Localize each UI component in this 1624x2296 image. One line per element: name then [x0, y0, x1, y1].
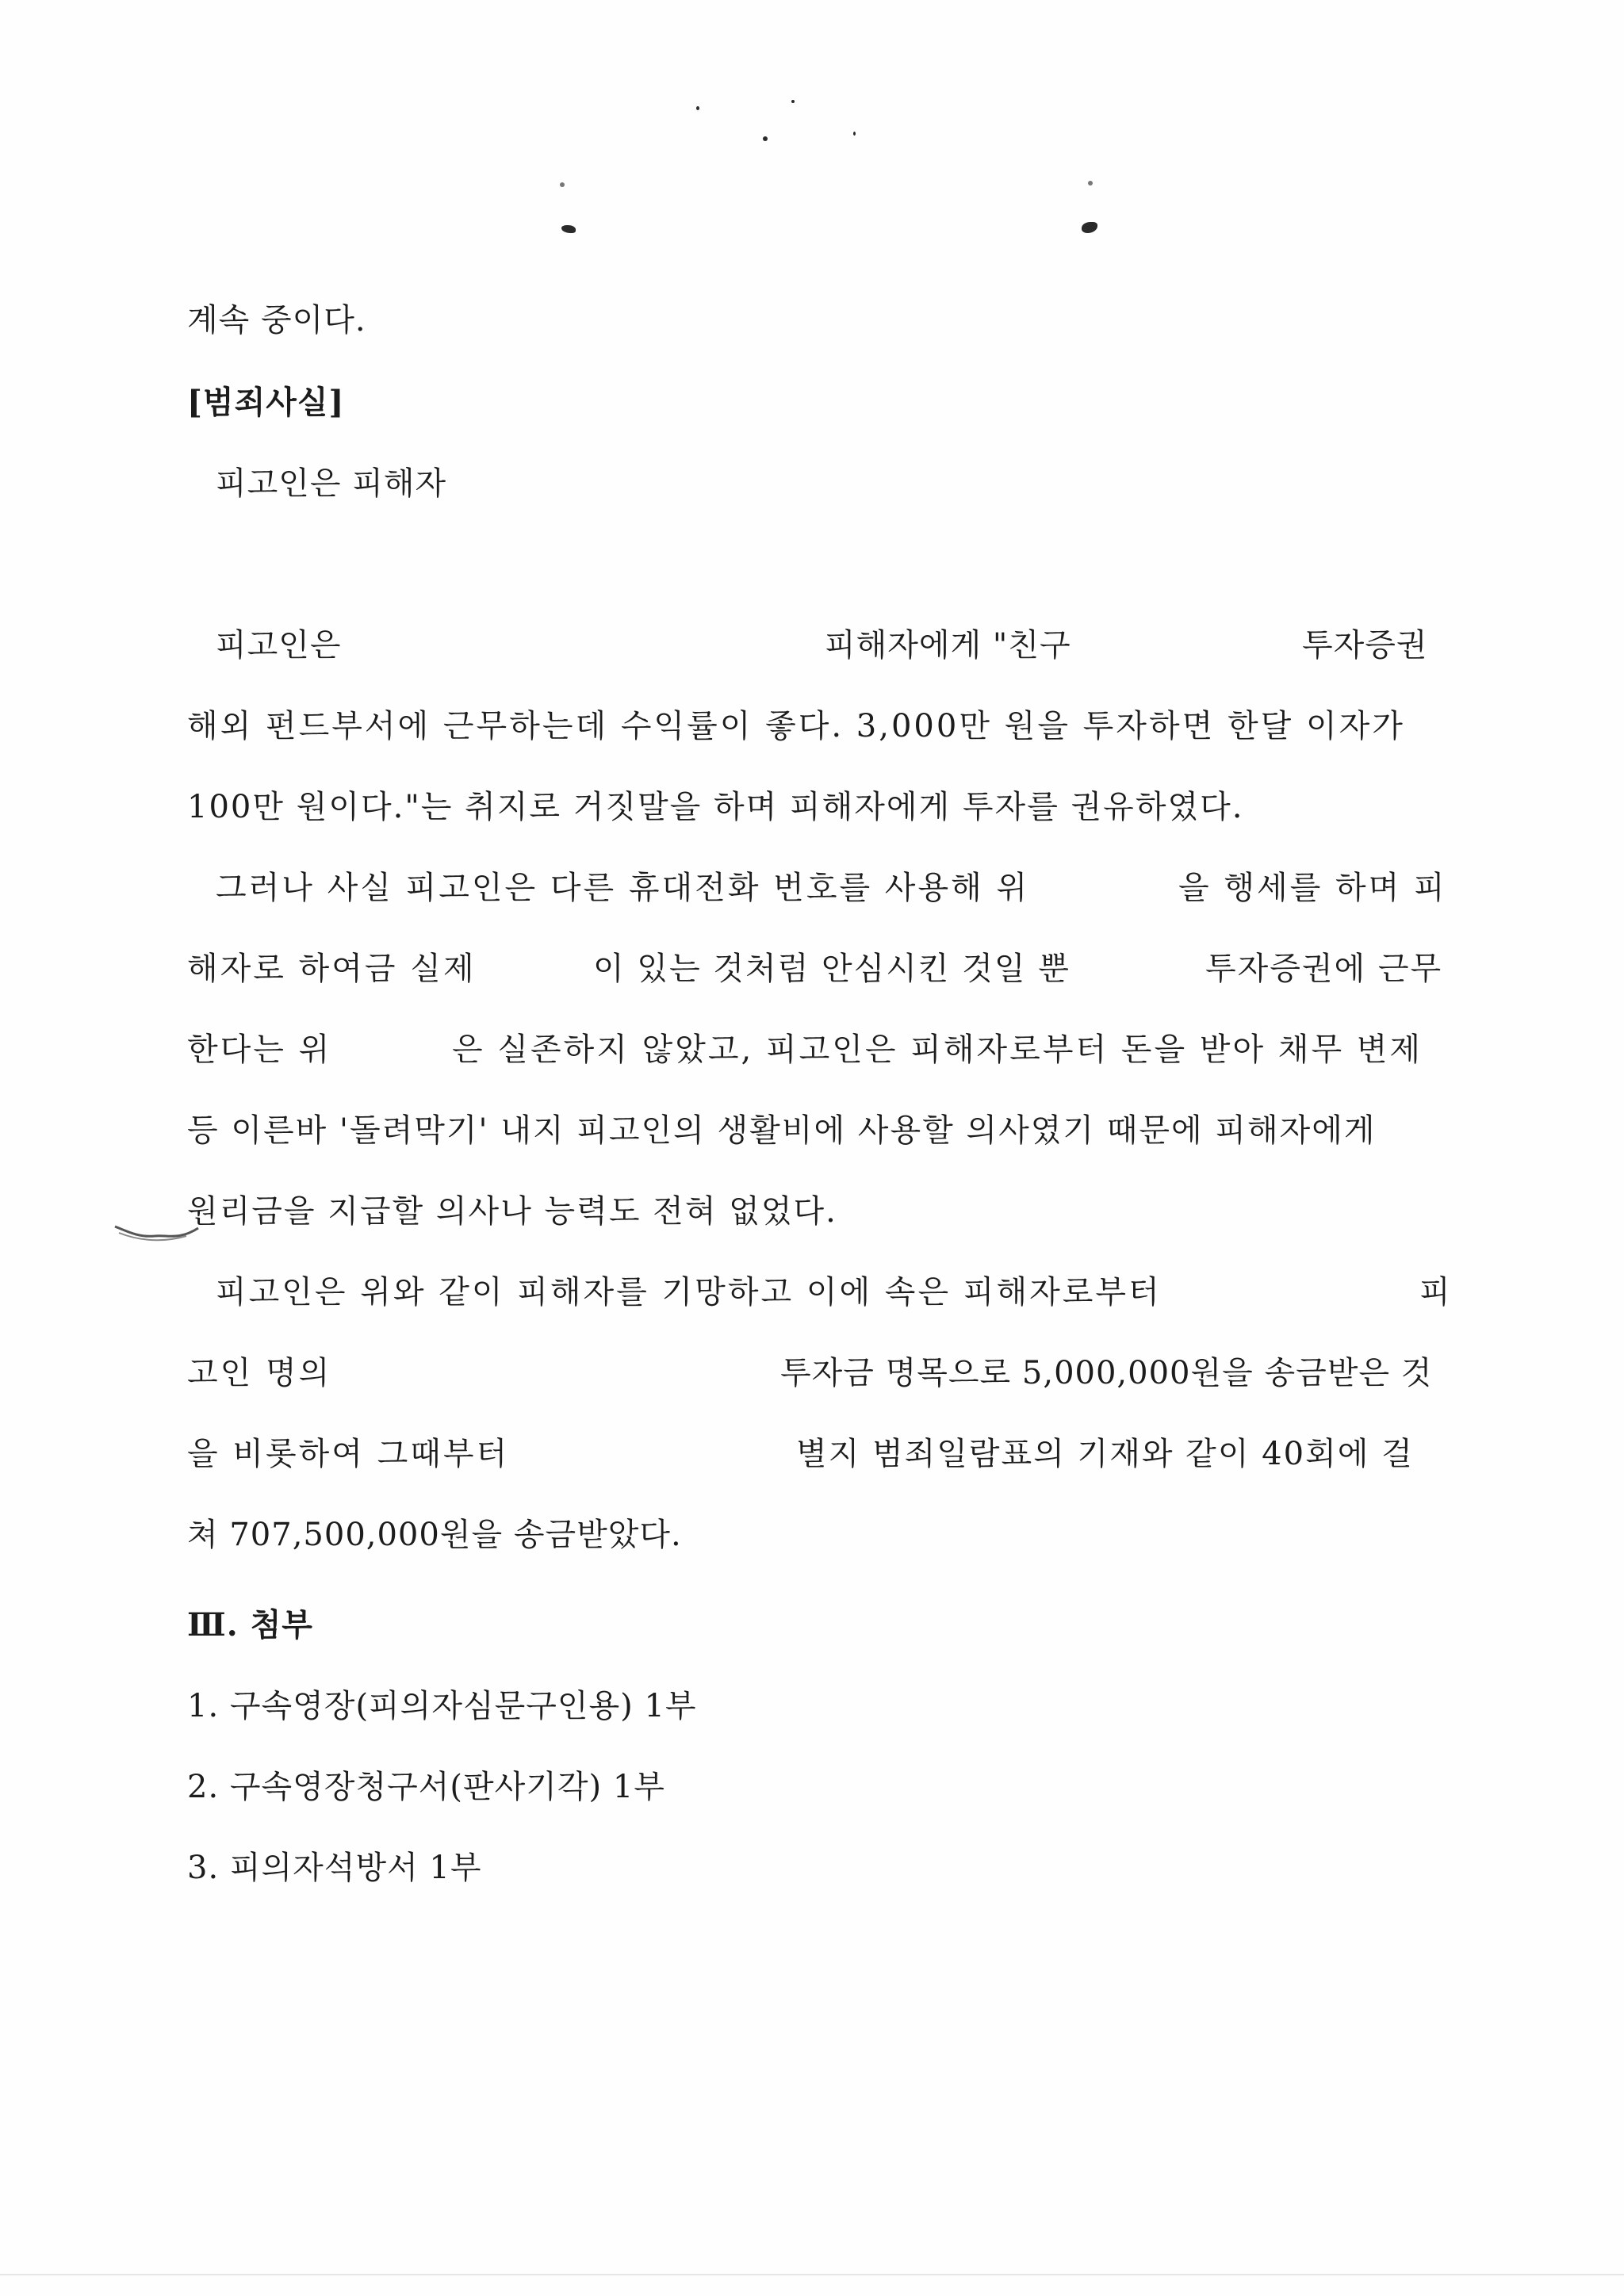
scan-speck — [791, 100, 795, 103]
scan-mark — [111, 1217, 206, 1249]
scan-edge — [0, 2274, 1624, 2275]
text-line: 은 실존하지 않았고, 피고인은 피해자로부터 돈을 받아 채무 변제 — [452, 1031, 1423, 1068]
text-line: 투자증권에 근무 — [1205, 951, 1443, 987]
text-line: 그러나 사실 피고인은 다른 휴대전화 번호를 사용해 위 — [216, 870, 1030, 906]
text-line: 등 이른바 '돌려막기' 내지 피고인의 생활비에 사용할 의사였기 때문에 피해자에게 — [187, 1112, 1377, 1149]
text-line: 을 행세를 하며 피 — [1178, 870, 1447, 906]
scan-speck — [696, 106, 699, 110]
text-line: 피해자에게 "친구 — [825, 627, 1071, 664]
text-line: 피고인은 — [216, 627, 342, 664]
section-heading: Ⅲ. 첨부 — [187, 1606, 313, 1644]
scan-speck — [560, 182, 565, 187]
text-line: 계속 중이다. — [187, 302, 366, 339]
text-line: 100만 원이다."는 취지로 거짓말을 하며 피해자에게 투자를 권유하였다. — [187, 789, 1244, 825]
text-line: 해외 펀드부서에 근무하는데 수익률이 좋다. 3,000만 원을 투자하면 한달 이자가 — [187, 708, 1405, 744]
text-line: 해자로 하여금 실제 — [187, 951, 477, 987]
text-line: 쳐 707,500,000원을 송금받았다. — [187, 1517, 682, 1553]
text-line: 피고인은 위와 같이 피해자를 기망하고 이에 속은 피해자로부터 — [216, 1274, 1162, 1311]
text-line: 피 — [1419, 1274, 1451, 1311]
text-line: 투자증권 — [1302, 627, 1428, 664]
text-line: 한다는 위 — [187, 1031, 332, 1068]
scan-speck — [1082, 222, 1097, 233]
text-line: 투자금 명목으로 5,000,000원을 송금받은 것 — [780, 1355, 1433, 1391]
attachment-item: 3. 피의자석방서 1부 — [187, 1850, 482, 1886]
text-line: 고인 명의 — [187, 1355, 332, 1391]
section-heading: [범죄사실] — [187, 384, 345, 421]
text-line: 별지 범죄일람표의 기재와 같이 40회에 걸 — [796, 1436, 1414, 1472]
text-line: 원리금을 지급할 의사나 능력도 전혀 없었다. — [187, 1193, 837, 1230]
scan-speck — [763, 136, 768, 141]
scan-speck — [1088, 181, 1093, 186]
text-line: 이 있는 것처럼 안심시킨 것일 뿐 — [593, 951, 1071, 987]
attachment-item: 1. 구속영장(피의자심문구인용) 1부 — [187, 1688, 697, 1724]
text-line: 을 비롯하여 그때부터 — [187, 1436, 510, 1472]
attachment-item: 2. 구속영장청구서(판사기각) 1부 — [187, 1769, 665, 1805]
scan-speck — [853, 132, 856, 136]
text-line: 피고인은 피해자 — [216, 465, 447, 502]
scan-speck — [561, 225, 576, 233]
